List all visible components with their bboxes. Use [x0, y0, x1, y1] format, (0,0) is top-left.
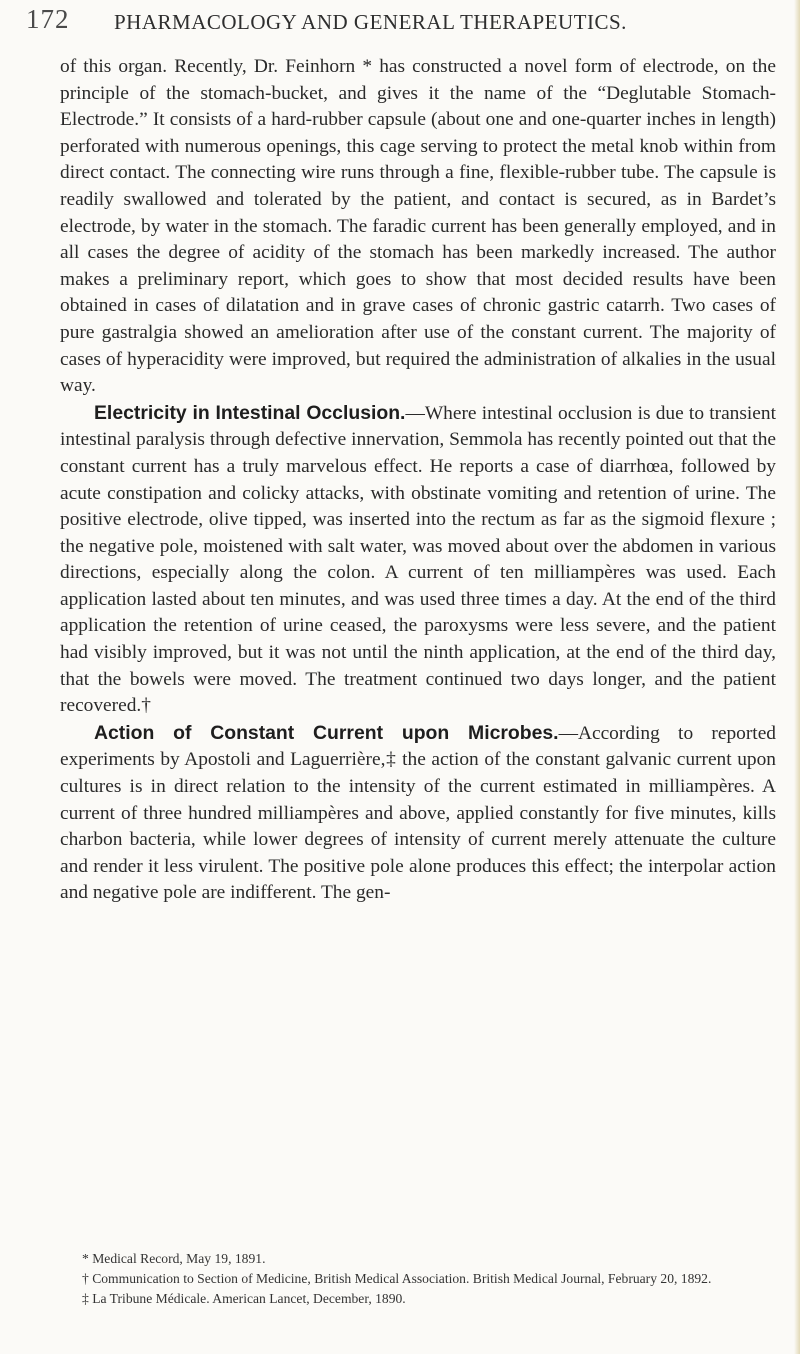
- running-head: PHARMACOLOGY AND GENERAL THERAPEUTICS.: [114, 10, 627, 34]
- body-text: [60, 54, 776, 907]
- footnote: ‡ La Tribune Médicale. American Lancet, December, 1890.: [82, 1291, 406, 1306]
- page-number: 172: [26, 4, 70, 34]
- footnotes: [60, 1249, 776, 1309]
- section-microbes: [60, 720, 776, 907]
- section-intestinal-occlusion: [60, 400, 776, 720]
- page-header: [26, 4, 766, 38]
- footnote: † Communication to Section of Medicine, British Medical Association. British Medical Journal, February 20, 1892.: [82, 1271, 712, 1286]
- section-heading: Action of Constant Current upon Microbes.: [94, 721, 559, 744]
- footnote: * Medical Record, May 19, 1891.: [82, 1251, 266, 1266]
- section-text: —According to reported experiments by Apostoli and Laguerrière,‡ the action of the constant galvanic current upon cultures is in direct relation to the intensity of the current estimated in milliampères. A current of three hundred milliampères and above, applied constantly for five minutes, kills charbon bacteria, while lower degrees of intensity of current merely attenuate the culture and render it less virulent. The positive pole alone produces this effect; the interpolar action and negative pole are indifferent. The gen-: [60, 722, 776, 904]
- section-text: —Where intestinal occlusion is due to transient intestinal paralysis through defective innervation, Semmola has recently pointed out that the constant current has a truly marvelous effect. He reports a case of diarrhœa, followed by acute constipation and colicky attacks, with obstinate vomiting and retention of urine. The positive electrode, olive tipped, was inserted into the rectum as far as the sigmoid flexure ; the negative pole, moistened with salt water, was moved about over the abdomen in various directions, especially along the colon. A current of ten milliampères was used. Each application lasted about ten minutes, and was used three times a day. At the end of the third application the retention of urine ceased, the paroxysms were less severe, and the patient had visibly improved, but it was not until the ninth application, at the end of the third day, that the bowels were moved. The treatment continued two days longer, and the patient recovered.†: [60, 402, 776, 717]
- paragraph-continuation: of this organ. Recently, Dr. Feinhorn * has constructed a novel form of electrode, on the principle of the stomach-bucket, and gives it the name of the “Deglutable Stomach-Electrode.” It consists of a hard-rubber capsule (about one and one-quarter inches in length) perforated with numerous openings, this cage serving to protect the metal knob within from direct contact. The connecting wire runs through a fine, flexible-rubber tube. The capsule is readily swallowed and tolerated by the patient, and contact is secured, as in Bardet’s electrode, by water in the stomach. The faradic current has been generally employed, and in all cases the degree of acidity of the stomach has been markedly increased. The author makes a preliminary report, which goes to show that most decided results have been obtained in cases of dilatation and in grave cases of chronic gastric catarrh. Two cases of pure gastralgia showed an amelioration after use of the constant current. The majority of cases of hyperacidity were improved, but required the administration of alkalies in the usual way.: [60, 56, 776, 397]
- page-edge-shadow: [794, 0, 800, 1354]
- section-heading: Electricity in Intestinal Occlusion.: [94, 401, 406, 424]
